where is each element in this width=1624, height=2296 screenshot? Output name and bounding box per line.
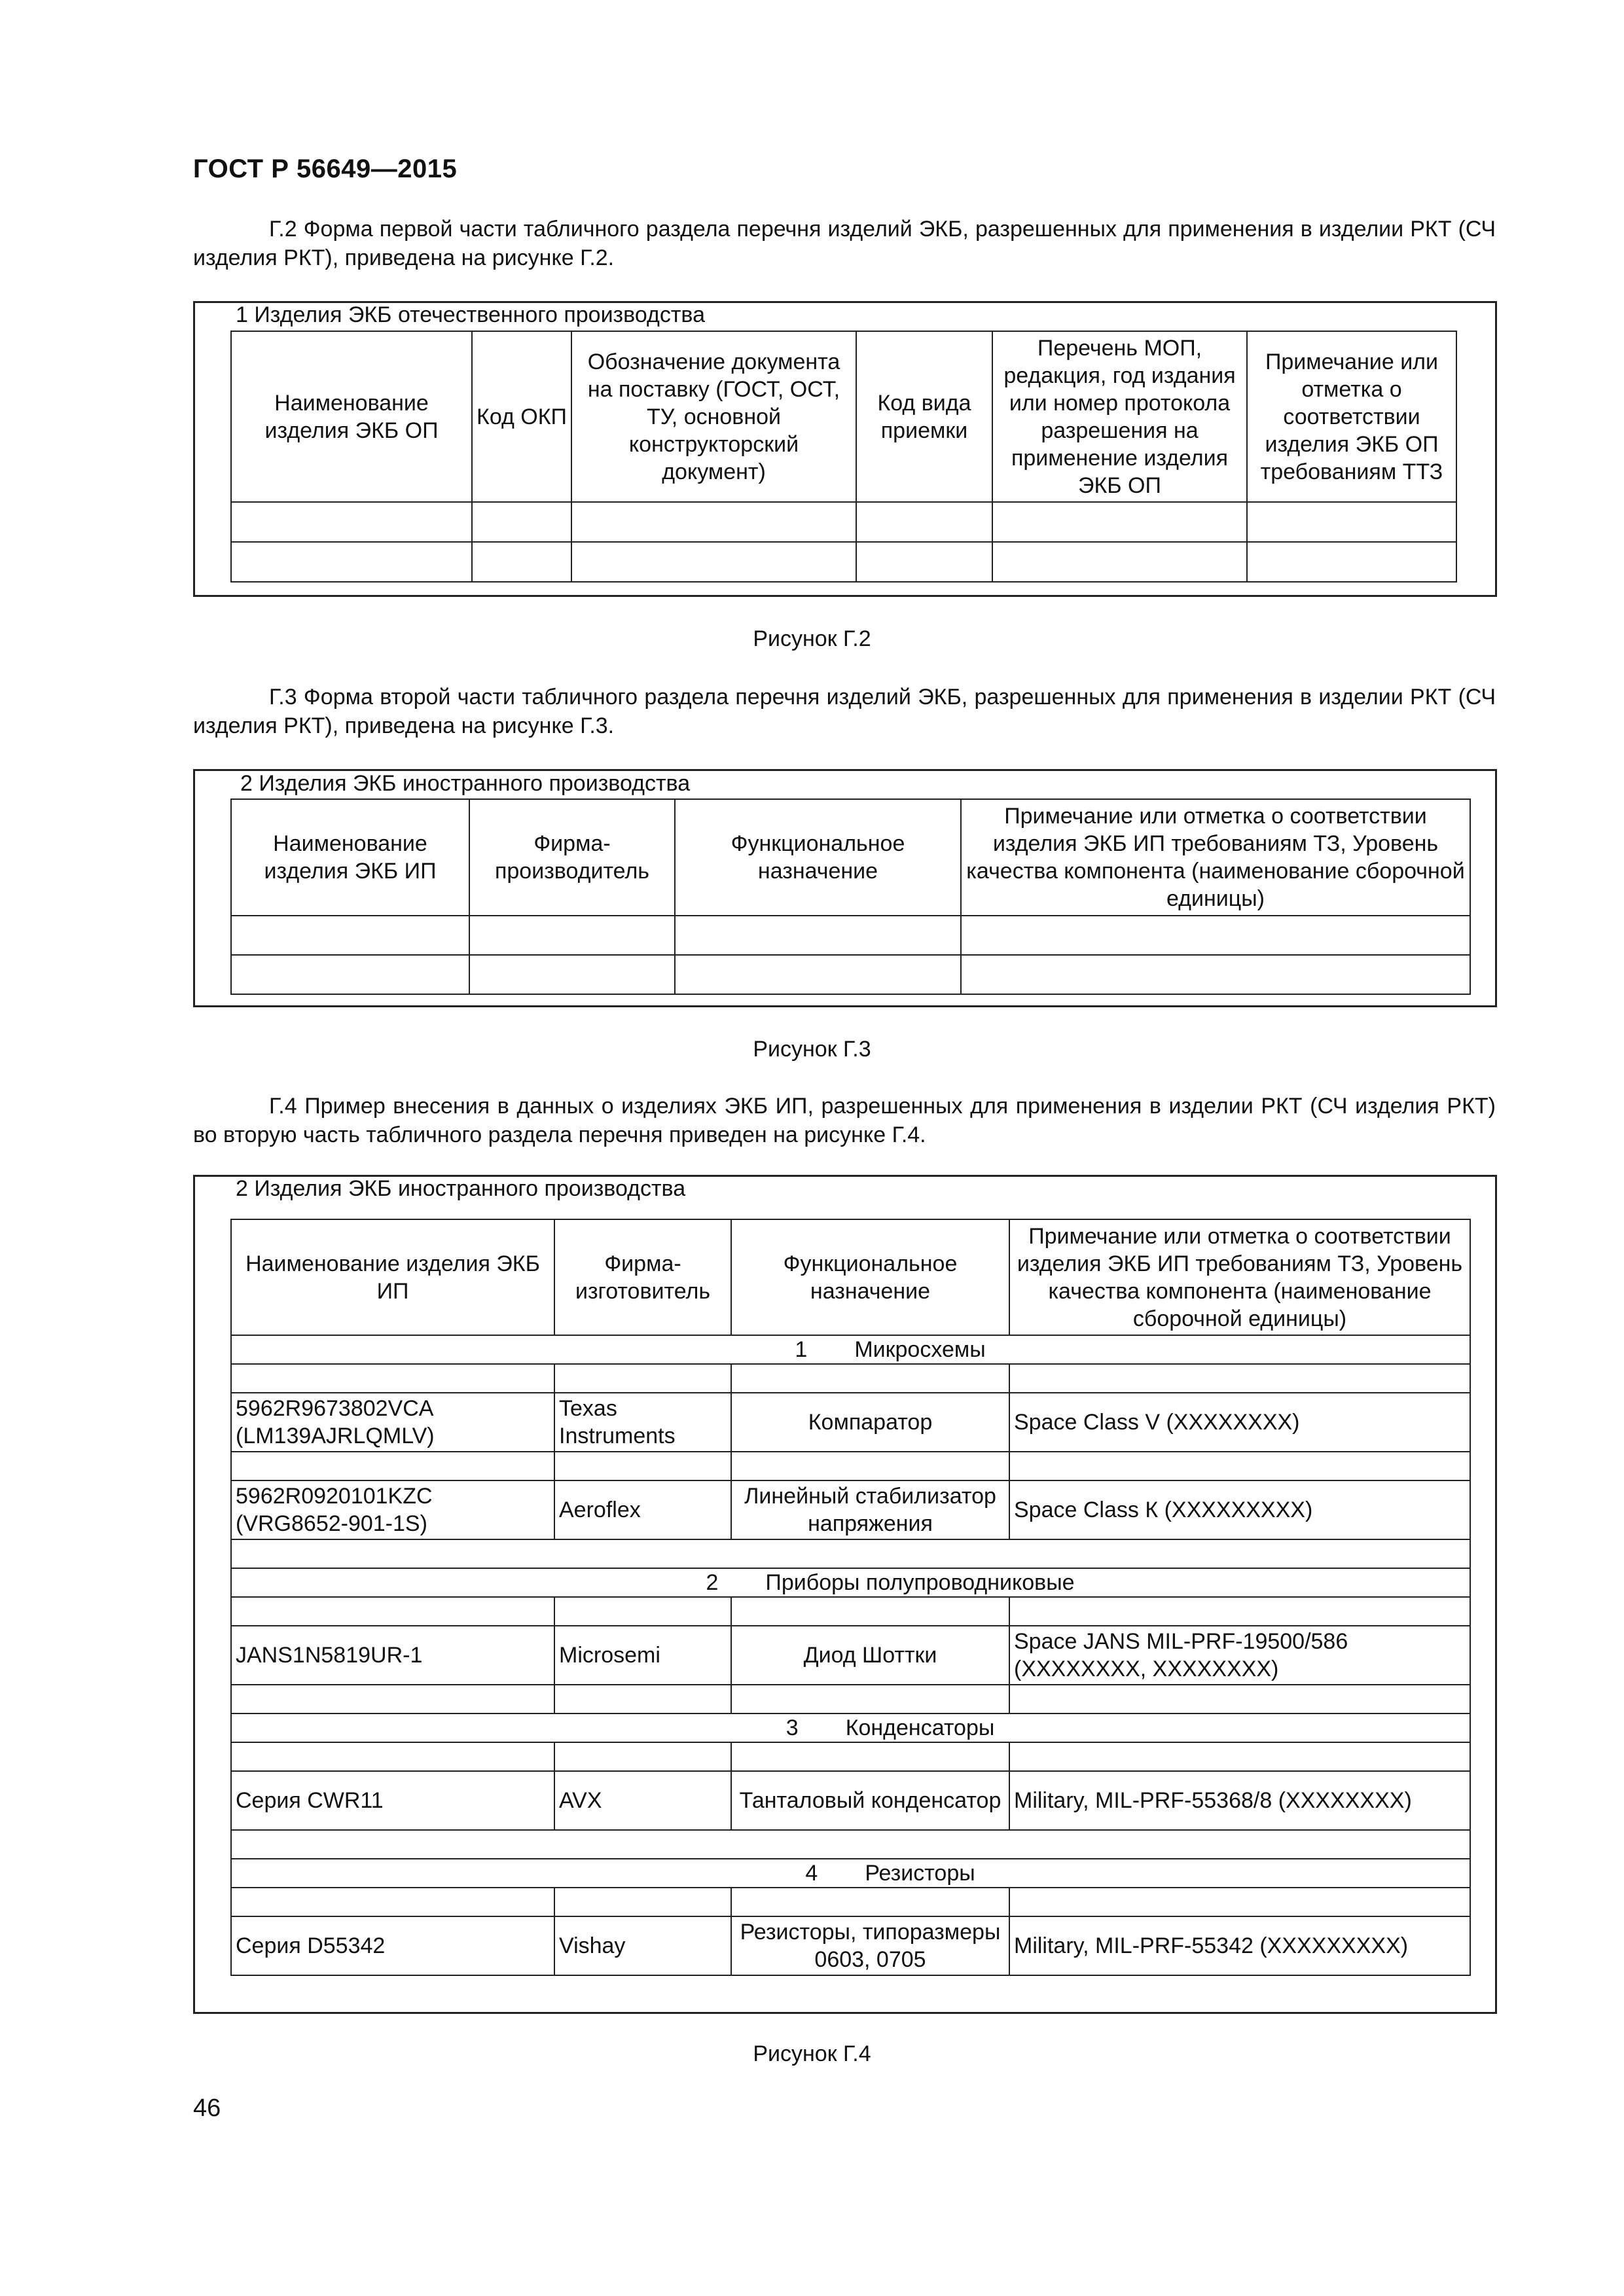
function-cell: Линейный стабилизатор напряжения — [731, 1480, 1009, 1539]
section-name: Микросхемы — [854, 1337, 986, 1362]
function-cell: Диод Шоттки — [731, 1626, 1009, 1685]
empty-cell — [571, 502, 856, 542]
table-header-row — [231, 1219, 1470, 1335]
header-cell: Функциональное назначение — [731, 1219, 1009, 1335]
document-code-header: ГОСТ Р 56649—2015 — [193, 154, 458, 183]
section-row-semiconductors — [231, 1568, 1470, 1597]
section-number: 1 — [795, 1337, 808, 1362]
header-cell: Наименование изделия ЭКБ ИП — [231, 1219, 554, 1335]
empty-cell — [571, 542, 856, 582]
empty-cell — [961, 916, 1470, 955]
table-row — [231, 1626, 1470, 1685]
item-name-cell: 5962R0920101KZC (VRG8652-901-1S) — [231, 1480, 554, 1539]
figure-g4-title: 2 Изделия ЭКБ иностранного производства — [236, 1176, 686, 1201]
spacer-row — [231, 1742, 1470, 1771]
section-name: Резисторы — [865, 1861, 975, 1886]
maker-cell: Aeroflex — [554, 1480, 731, 1539]
figure-g2-table — [230, 331, 1457, 583]
header-cell: Обозначение документа на поставку (ГОСТ, ОСТ, ТУ, основной конструкторский документ) — [571, 331, 856, 502]
table-row — [231, 916, 1470, 955]
function-cell: Компаратор — [731, 1393, 1009, 1452]
paragraph-g2: Г.2 Форма первой части табличного раздела перечня изделий ЭКБ, разрешенных для применения в изделии РКТ (СЧ изделия РКТ), приведена на рисунке Г.2. — [193, 217, 1496, 270]
header-cell: Код ОКП — [472, 331, 571, 502]
empty-cell — [469, 916, 675, 955]
section-name: Приборы полупроводниковые — [765, 1570, 1075, 1595]
empty-cell — [1247, 542, 1456, 582]
header-cell: Наименование изделия ЭКБ ОП — [231, 331, 472, 502]
header-cell: Фирма-производитель — [469, 799, 675, 916]
figure-g4-table — [230, 1219, 1471, 1976]
spacer-row — [231, 1888, 1470, 1916]
maker-cell: AVX — [554, 1771, 731, 1830]
figure-g3-table — [230, 798, 1471, 995]
note-cell: Space JANS MIL-PRF-19500/586 (XXXXXXXX, XXXXXXXX) — [1009, 1626, 1470, 1685]
item-name-cell: Серия D55342 — [231, 1916, 554, 1975]
spacer-row — [231, 1364, 1470, 1393]
table-header-row — [231, 331, 1456, 502]
table-row — [231, 1393, 1470, 1452]
header-cell: Функциональное назначение — [675, 799, 961, 916]
figure-g3-caption: Рисунок Г.3 — [753, 1037, 871, 1062]
empty-cell — [231, 955, 469, 994]
paragraph-g3: Г.3 Форма второй части табличного раздела перечня изделий ЭКБ, разрешенных для применения в изделии РКТ (СЧ изделия РКТ), приведена на рисунке Г.3. — [193, 685, 1496, 738]
empty-cell — [675, 916, 961, 955]
table-row — [231, 1480, 1470, 1539]
note-cell: Military, MIL-PRF-55342 (XXXXXXXXX) — [1009, 1916, 1470, 1975]
empty-cell — [472, 502, 571, 542]
figure-g2-title: 1 Изделия ЭКБ отечественного производства — [236, 302, 705, 327]
item-name-cell: JANS1N5819UR-1 — [231, 1626, 554, 1685]
section-number: 3 — [785, 1715, 799, 1740]
empty-cell — [856, 502, 992, 542]
empty-cell — [675, 955, 961, 994]
figure-g2-caption: Рисунок Г.2 — [753, 626, 871, 651]
empty-cell — [231, 916, 469, 955]
maker-cell: Vishay — [554, 1916, 731, 1975]
table-row — [231, 542, 1456, 582]
function-cell: Резисторы, типоразмеры 0603, 0705 — [731, 1916, 1009, 1975]
header-cell: Наименование изделия ЭКБ ИП — [231, 799, 469, 916]
spacer-row — [231, 1597, 1470, 1626]
header-cell: Примечание или отметка о соответствии изделия ЭКБ ИП требованиям ТЗ, Уровень качества компонента (наименование сборочной единицы) — [961, 799, 1470, 916]
section-name: Конденсаторы — [845, 1715, 995, 1740]
table-row — [231, 1916, 1470, 1975]
spacer-row — [231, 1452, 1470, 1480]
section-number: 4 — [805, 1861, 818, 1886]
function-cell: Танталовый конденсатор — [731, 1771, 1009, 1830]
empty-cell — [856, 542, 992, 582]
empty-cell — [231, 502, 472, 542]
empty-cell — [1247, 502, 1456, 542]
empty-cell — [961, 955, 1470, 994]
header-cell: Фирма-изготовитель — [554, 1219, 731, 1335]
table-row — [231, 955, 1470, 994]
header-cell: Код вида приемки — [856, 331, 992, 502]
empty-cell — [992, 542, 1247, 582]
note-cell: Military, MIL-PRF-55368/8 (XXXXXXXX) — [1009, 1771, 1470, 1830]
table-row — [231, 502, 1456, 542]
spacer-row — [231, 1685, 1470, 1713]
empty-cell — [472, 542, 571, 582]
header-cell: Перечень МОП, редакция, год издания или номер протокола разрешения на применение изделия ЭКБ ОП — [992, 331, 1247, 502]
header-cell: Примечание или отметка о соответствии изделия ЭКБ ОП требованиям ТТЗ — [1247, 331, 1456, 502]
note-cell: Space Class V (XXXXXXXX) — [1009, 1393, 1470, 1452]
table-row — [231, 1771, 1470, 1830]
table-header-row — [231, 799, 1470, 916]
section-number: 2 — [706, 1570, 719, 1595]
item-name-cell: 5962R9673802VCA (LM139AJRLQMLV) — [231, 1393, 554, 1452]
item-name-cell: Серия CWR11 — [231, 1771, 554, 1830]
page-number: 46 — [193, 2094, 221, 2122]
note-cell: Space Class К (XXXXXXXXX) — [1009, 1480, 1470, 1539]
section-row-capacitors — [231, 1713, 1470, 1742]
empty-cell — [469, 955, 675, 994]
spacer-row — [231, 1539, 1470, 1568]
paragraph-g4: Г.4 Пример внесения в данных о изделиях ЭКБ ИП, разрешенных для применения в изделии РКТ (СЧ изделия РКТ) во вторую часть табличного раздела перечня приведен на рисунке Г.4. — [193, 1094, 1496, 1147]
spacer-row — [231, 1830, 1470, 1859]
maker-cell: Texas Instruments — [554, 1393, 731, 1452]
maker-cell: Microsemi — [554, 1626, 731, 1685]
section-row-microcircuits — [231, 1335, 1470, 1364]
header-cell: Примечание или отметка о соответствии изделия ЭКБ ИП требованиям ТЗ, Уровень качества компонента (наименование сборочной единицы) — [1009, 1219, 1470, 1335]
figure-g4-caption: Рисунок Г.4 — [753, 2041, 871, 2066]
figure-g3-title: 2 Изделия ЭКБ иностранного производства — [240, 771, 691, 796]
empty-cell — [992, 502, 1247, 542]
section-row-resistors — [231, 1859, 1470, 1888]
empty-cell — [231, 542, 472, 582]
